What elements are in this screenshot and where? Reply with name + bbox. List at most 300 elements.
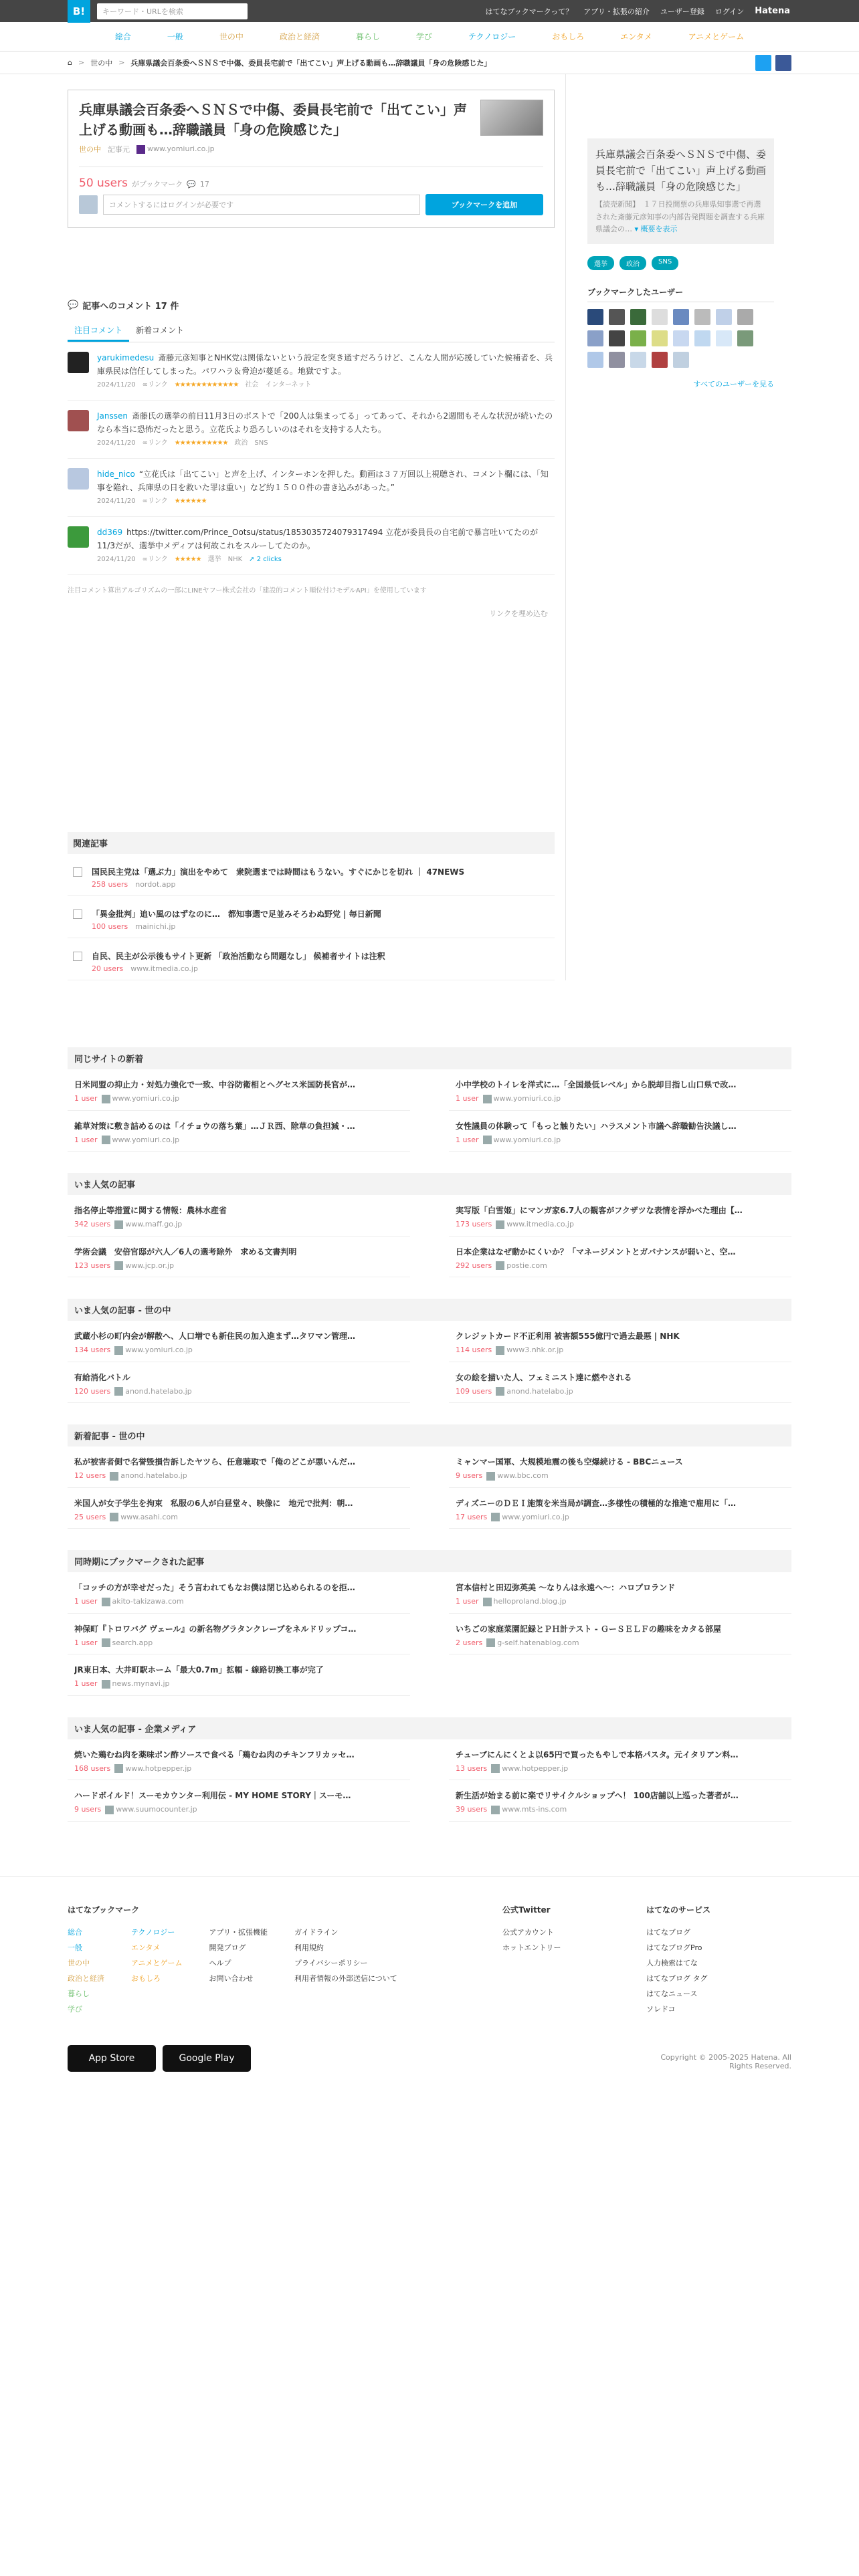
article-grid <box>68 1572 791 1696</box>
article-users[interactable]: 9 users <box>456 1471 483 1481</box>
footer-link[interactable]: エンタメ <box>131 1943 161 1952</box>
add-bookmark-button[interactable]: ブックマークを追加 <box>425 194 543 215</box>
category-link[interactable]: エンタメ <box>620 32 652 41</box>
user-icon[interactable] <box>694 309 710 325</box>
footer-link[interactable]: お問い合わせ <box>209 1974 254 1983</box>
comment-row <box>79 194 543 227</box>
breadcrumb: ⌂ > 世の中 > 兵庫県議会百条委へＳＮＳで中傷、委員長宅前で「出てこい」声上げる動画も…辞職議員「身の危険感じた」 <box>0 51 859 74</box>
article-item[interactable] <box>68 1237 410 1278</box>
article-sub <box>74 1764 403 1774</box>
footer-link-col <box>131 1925 182 2018</box>
block-heading: いま人気の記事 - 世の中 <box>68 1299 791 1321</box>
article-grid <box>68 1739 791 1822</box>
article-title[interactable]: 雑草対策に敷き詰めるのは「イチョウの落ち葉」…ＪＲ西、除草の負担減・… <box>74 1121 355 1131</box>
site-favicon <box>491 1764 500 1773</box>
users-count[interactable]: 50 users <box>79 177 128 190</box>
comment-list <box>68 342 555 575</box>
article-item[interactable] <box>449 1654 791 1696</box>
article-item[interactable] <box>68 1111 410 1152</box>
user-icon[interactable] <box>716 309 732 325</box>
comment-meta <box>97 438 555 449</box>
related-item[interactable] <box>68 896 555 938</box>
category-link[interactable]: おもしろ <box>552 32 585 41</box>
left-column <box>68 74 555 980</box>
article-title[interactable]: 実写版「白雪姫」にマンガ家6.7人の観客がフクザツな表情を浮かべた理由【… <box>456 1206 743 1216</box>
related-title[interactable]: 国民民主党は「選ぶ力」演出をやめて 衆院選までは時間はもうない。すぐにかじを切れ ｜ 47NEWS <box>92 867 465 877</box>
app-store-badge[interactable]: App Store <box>68 2045 156 2072</box>
bookmark-users-heading: ブックマークしたユーザー <box>587 286 774 302</box>
entry-box <box>68 90 555 228</box>
site-favicon <box>483 1136 492 1144</box>
star-rating[interactable]: ★★★★★★ <box>174 497 207 505</box>
footer-link[interactable]: はてなブログPro <box>646 1943 702 1952</box>
article-title[interactable]: 小中学校のトイレを洋式に…「全国最低レベル」から脱却目指し山口県で改… <box>456 1080 737 1090</box>
article-block <box>68 1717 791 1822</box>
article-grid <box>68 1069 791 1152</box>
article-domain[interactable]: www.hotpepper.jp <box>125 1763 192 1773</box>
article-sub <box>74 1136 403 1145</box>
article-users[interactable]: 120 users <box>74 1386 111 1396</box>
article-domain[interactable]: g-self.hatenablog.com <box>497 1638 579 1647</box>
user-icon[interactable] <box>609 330 625 346</box>
category-nav <box>0 22 859 51</box>
click-count[interactable]: ➚ 2 clicks <box>242 555 282 563</box>
star-rating[interactable]: ★★★★★★★★★★ <box>174 439 228 447</box>
comment-meta <box>97 554 555 566</box>
user-icon[interactable] <box>609 352 625 368</box>
expand-summary[interactable]: ▾ 概要を表示 <box>634 225 678 234</box>
article-users[interactable]: 292 users <box>456 1261 492 1270</box>
user-icon[interactable] <box>652 352 668 368</box>
comment-tags[interactable]: 選挙 NHK <box>201 555 243 563</box>
related-body <box>92 908 381 932</box>
comment-date[interactable]: 2024/11/20 <box>97 381 136 389</box>
article-sub <box>74 1261 403 1271</box>
footer-link[interactable]: テクノロジー <box>131 1927 175 1937</box>
users-row <box>79 167 543 194</box>
article-item[interactable] <box>68 1446 410 1488</box>
related-sub <box>92 879 464 889</box>
article-users[interactable]: 25 users <box>74 1512 106 1521</box>
article-users[interactable]: 168 users <box>74 1763 111 1773</box>
twitter-share-icon[interactable] <box>755 55 771 71</box>
comment-tags[interactable]: 政治 SNS <box>227 439 268 447</box>
footer-link-col <box>209 1925 268 2018</box>
comment-user[interactable]: hide_nico <box>97 469 135 479</box>
app-badges <box>68 2045 502 2072</box>
article-item[interactable] <box>68 1362 410 1404</box>
article-title[interactable]: 焼いた鶏むね肉を薬味ポン酢ソースで食べる「鶏むね肉のチキンフリカッセ… <box>74 1749 355 1759</box>
comment-body <box>97 352 555 391</box>
embed-link[interactable]: リンクを埋め込む <box>489 609 548 619</box>
entry-title[interactable]: 兵庫県議会百条委へＳＮＳで中傷、委員長宅前で「出てこい」声上げる動画も…辞職議員「身の危険感じた」 <box>79 102 467 138</box>
article-sub <box>456 1346 785 1355</box>
comment-item <box>68 401 555 459</box>
user-icon[interactable] <box>652 330 668 346</box>
article-users[interactable]: 13 users <box>456 1763 488 1773</box>
article-title[interactable]: 指名停止等措置に関する情報：農林水産省 <box>74 1206 227 1216</box>
article-item[interactable] <box>68 1780 410 1822</box>
article-title[interactable]: 宮本信村と田辺弥英美 〜なりんは永遠へ〜：ハロプロランド <box>456 1583 676 1593</box>
article-domain[interactable]: www.yomiuri.co.jp <box>112 1135 180 1144</box>
article-item[interactable] <box>449 1739 791 1781</box>
footer-twitter-col: 公式Twitter 公式アカウント ホットエントリー <box>502 1904 646 2072</box>
footer-link[interactable]: はてなニュース <box>646 1990 698 1999</box>
article-item[interactable] <box>449 1614 791 1655</box>
article-block <box>68 1047 791 1152</box>
article-sub <box>456 1597 785 1606</box>
user-icon[interactable] <box>652 309 668 325</box>
article-users[interactable]: 9 users <box>74 1805 102 1814</box>
user-icon[interactable] <box>609 309 625 325</box>
footer-link[interactable]: 世の中 <box>68 1959 90 1968</box>
top-link[interactable]: ユーザー登録 <box>660 7 704 16</box>
related-users[interactable]: 20 users <box>92 964 124 974</box>
footer-link-col <box>294 1925 397 2018</box>
article-item[interactable] <box>449 1195 791 1237</box>
site-favicon <box>114 1261 123 1270</box>
site-favicon <box>114 1220 123 1229</box>
user-icon[interactable] <box>630 330 646 346</box>
user-avatar[interactable] <box>68 468 89 490</box>
copyright: Copyright © 2005-2025 Hatena. All Rights Reserved. <box>660 2053 791 2071</box>
footer-link[interactable]: 開発ブログ <box>209 1943 246 1952</box>
tag-pill[interactable]: 政治 <box>619 256 646 270</box>
article-title[interactable]: 女性議員の体験って「もっと触りたい」ハラスメント市議へ辞職勧告決議し… <box>456 1121 737 1131</box>
footer-link[interactable]: 学び <box>68 2005 82 2014</box>
footer-link[interactable]: アプリ・拡張機能 <box>209 1927 268 1937</box>
breadcrumb-category[interactable]: 世の中 <box>90 58 113 68</box>
comment-date[interactable]: 2024/11/20 <box>97 497 136 505</box>
comment-text: 斎藤元彦知事とNHK党は関係ないという設定を突き通すだろうけど、こんな人間が応援していた候補者を、兵庫県民は信任してしまった。パワハラ＆脅迫が蔓延る。地獄ですよ。 <box>97 353 553 376</box>
article-title[interactable]: JR東日本、大井町駅ホーム「最大0.7m」拡幅 - 線路切換工事が完了 <box>74 1665 324 1675</box>
article-title[interactable]: チューブにんにくとよ以65円で買ったもやしで本格パスタ。元イタリアン料… <box>456 1749 739 1759</box>
article-title[interactable]: 米国人が女子学生を拘束 私服の6人が白昼堂々、映像に 地元で批判：朝… <box>74 1498 353 1508</box>
footer-link[interactable]: 暮らし <box>68 1990 90 1999</box>
article-sub <box>74 1346 403 1355</box>
user-avatar[interactable] <box>68 352 89 373</box>
footer <box>0 1876 859 2072</box>
footer-link[interactable]: はてなブログ <box>646 1927 690 1937</box>
article-title[interactable]: 日米同盟の抑止力・対処力強化で一致、中谷防衛相とヘグセス米国防長官が… <box>74 1080 356 1090</box>
site-favicon <box>491 1513 500 1521</box>
top-link[interactable]: アプリ・拡張の紹介 <box>583 7 650 16</box>
article-sub <box>456 1261 785 1271</box>
article-title[interactable]: 神保町『トロワバグ ヴェール』の新名物グラタンクレープをネルドリップコ… <box>74 1624 357 1634</box>
article-sub <box>456 1764 785 1774</box>
article-item[interactable] <box>449 1362 791 1404</box>
article-title[interactable]: 武蔵小杉の町内会が解散へ、人口増でも新住民の加入進まず…タワマン管理… <box>74 1331 356 1341</box>
article-domain[interactable]: www.bbc.com <box>497 1471 549 1481</box>
article-domain[interactable]: www.yomiuri.co.jp <box>112 1094 180 1103</box>
related-sub <box>92 921 381 932</box>
article-users[interactable]: 123 users <box>74 1261 111 1270</box>
article-sub <box>74 1597 403 1606</box>
footer-link[interactable]: ガイドライン <box>294 1927 339 1937</box>
comment-user[interactable]: yarukimedesu <box>97 353 155 362</box>
category-link[interactable]: 暮らし <box>355 32 380 41</box>
article-domain[interactable]: www.yomiuri.co.jp <box>125 1346 193 1355</box>
article-users[interactable]: 173 users <box>456 1220 492 1229</box>
article-users[interactable]: 1 user <box>74 1135 98 1144</box>
article-users[interactable]: 17 users <box>456 1512 488 1521</box>
article-grid <box>68 1195 791 1277</box>
footer-link[interactable]: 公式アカウント <box>502 1927 554 1937</box>
article-domain[interactable]: www.yomiuri.co.jp <box>502 1512 569 1521</box>
article-domain[interactable]: news.mynavi.jp <box>112 1679 170 1689</box>
site-favicon <box>110 1472 118 1481</box>
home-icon[interactable]: ⌂ <box>68 58 72 67</box>
site-favicon <box>496 1346 504 1355</box>
tab-popular[interactable]: 注目コメント <box>68 320 129 342</box>
star-rating[interactable]: ★★★★★★★★★★★★ <box>174 381 239 389</box>
article-users[interactable]: 109 users <box>456 1386 492 1396</box>
article-sub <box>456 1094 785 1103</box>
article-users[interactable]: 1 user <box>456 1135 479 1144</box>
users-suffix: がブックマーク <box>131 180 183 189</box>
footer-link[interactable]: ホットエントリー <box>502 1943 561 1952</box>
user-avatar[interactable] <box>68 410 89 431</box>
article-domain[interactable]: www.hotpepper.jp <box>502 1763 569 1773</box>
site-favicon <box>114 1387 123 1396</box>
user-icon[interactable] <box>587 309 603 325</box>
sidebar-description: 【読売新聞】 １７日投開票の兵庫県知事選で再選された斎藤元彦知事の内部告発問題を調査する兵庫県議会の… ▾ 概要を表示 <box>595 200 765 234</box>
site-favicon <box>496 1220 504 1229</box>
related-item[interactable] <box>68 854 555 896</box>
user-icon[interactable] <box>630 309 646 325</box>
comment-body <box>97 468 555 507</box>
article-sub <box>74 1220 403 1229</box>
tag-pill[interactable]: SNS <box>652 256 678 270</box>
all-users-link[interactable]: すべてのユーザーを見る <box>693 380 774 389</box>
google-play-badge[interactable]: Google Play <box>163 2045 251 2072</box>
article-users[interactable]: 1 user <box>74 1094 98 1103</box>
article-item[interactable] <box>449 1237 791 1278</box>
article-item[interactable] <box>449 1446 791 1488</box>
article-users[interactable]: 1 user <box>74 1638 98 1647</box>
article-domain[interactable]: search.app <box>112 1638 153 1647</box>
article-users[interactable]: 1 user <box>456 1597 479 1606</box>
footer-link[interactable]: 総合 <box>68 1927 82 1937</box>
article-sub <box>456 1387 785 1396</box>
comments-heading: 💬 記事へのコメント 17 件 <box>68 300 179 312</box>
block-heading: 同時期にブックマークされた記事 <box>68 1550 791 1572</box>
article-title[interactable]: ディズニーのＤＥＩ施策を米当局が調査…多様性の積極的な推進で雇用に「… <box>456 1498 737 1508</box>
related-domain[interactable]: www.itmedia.co.jp <box>123 964 198 974</box>
related-domain[interactable]: nordot.app <box>128 880 176 889</box>
site-favicon <box>102 1680 110 1689</box>
star-rating[interactable]: ★★★★★ <box>174 555 201 563</box>
tag-pill[interactable]: 選挙 <box>587 256 614 270</box>
article-users[interactable]: 342 users <box>74 1220 111 1229</box>
related-list <box>68 854 555 980</box>
article-title[interactable]: いちごの家庭菜園記録とＰＨ計テスト - ＧーＳＥＬＦの趣味をカタる部屋 <box>456 1624 721 1634</box>
related-users[interactable]: 100 users <box>92 922 128 932</box>
footer-link[interactable]: ヘルプ <box>209 1959 231 1968</box>
facebook-share-icon[interactable] <box>775 55 791 71</box>
article-domain[interactable]: akito-takizawa.com <box>112 1597 184 1606</box>
article-domain[interactable]: www.yomiuri.co.jp <box>493 1094 561 1103</box>
article-item[interactable] <box>68 1069 410 1111</box>
related-domain[interactable]: mainichi.jp <box>128 922 176 932</box>
article-item[interactable] <box>68 1572 410 1614</box>
yomiuri-favicon <box>136 145 145 154</box>
article-domain[interactable]: anond.hatelabo.jp <box>506 1386 573 1396</box>
article-domain[interactable]: anond.hatelabo.jp <box>125 1386 192 1396</box>
user-icon[interactable] <box>737 330 753 346</box>
footer-bookmark-col <box>68 1904 502 2072</box>
category-link[interactable]: 世の中 <box>219 32 244 41</box>
footer-link-col <box>68 1925 104 2018</box>
article-title[interactable]: ハードボイルド！スーモカウンター利用伝 - MY HOME STORY｜スーモ… <box>74 1791 351 1801</box>
article-title[interactable]: 有給消化バトル <box>74 1372 130 1382</box>
article-sub <box>456 1513 785 1522</box>
user-icon[interactable] <box>587 330 603 346</box>
hatena-logo[interactable]: Hatena <box>755 6 790 16</box>
site-favicon <box>73 867 82 877</box>
comment-tags[interactable]: 社会 インターネット <box>238 381 312 389</box>
article-users[interactable]: 114 users <box>456 1346 492 1355</box>
footer-link[interactable]: 政治と経済 <box>68 1974 104 1983</box>
comment-user[interactable]: dd369 <box>97 528 123 538</box>
article-domain[interactable]: www.suumocounter.jp <box>116 1805 197 1814</box>
article-users[interactable]: 2 users <box>456 1638 483 1647</box>
footer-link[interactable]: はてなブログ タグ <box>646 1974 708 1983</box>
category-link[interactable]: アニメとゲーム <box>688 32 745 41</box>
article-domain[interactable]: www.mts-ins.com <box>502 1805 567 1814</box>
article-domain[interactable]: helloproland.blog.jp <box>493 1597 567 1606</box>
top-link[interactable]: ログイン <box>714 7 745 16</box>
footer-link[interactable]: おもしろ <box>131 1974 161 1983</box>
article-title[interactable]: クレジットカード不正利用 被害額555億円で過去最悪 | NHK <box>456 1331 680 1341</box>
comment-text: 斎藤氏の選挙の前日11月3日のポストで「200人は集まってる」ってあって、それから2週間もそんな状況が続いたのなら本当に恐怖だったと思う。立花氏より恐ろしいのはそれを支持する人たち。 <box>97 411 553 434</box>
article-item[interactable] <box>68 1654 410 1696</box>
block-heading: 新着記事 - 世の中 <box>68 1424 791 1446</box>
article-item[interactable] <box>449 1321 791 1362</box>
category-link[interactable]: テクノロジー <box>468 32 516 41</box>
category-link[interactable]: 総合 <box>114 32 131 41</box>
tab-new[interactable]: 新着コメント <box>136 326 185 335</box>
related-title[interactable]: 自民、民主が公示後もサイト更新 「政治活動なら問題なし」 候補者サイトは注釈 <box>92 952 385 962</box>
related-body <box>92 866 464 889</box>
article-item[interactable] <box>68 1195 410 1237</box>
entry-thumbnail[interactable] <box>480 100 543 136</box>
category-link[interactable]: 政治と経済 <box>279 32 320 41</box>
article-title[interactable]: 私が被害者側で名誉毀損告訴したヤツら、任意聴取で「俺のどこが悪いんだ… <box>74 1457 356 1467</box>
comment-user[interactable]: Janssen <box>97 411 128 421</box>
search-input[interactable]: キーワード・URLを検索 <box>97 3 248 19</box>
article-domain[interactable]: www.jcp.or.jp <box>125 1261 175 1270</box>
article-grid <box>68 1321 791 1403</box>
sidebar-title[interactable]: 兵庫県議会百条委へＳＮＳで中傷、委員長宅前で「出てこい」声上げる動画も…辞職議員「身の危険感じた」 <box>595 148 767 193</box>
related-body <box>92 950 385 974</box>
article-title[interactable]: 女の絵を描いた人、フェミニスト達に燃やされる <box>456 1372 632 1382</box>
article-item[interactable] <box>449 1488 791 1529</box>
comment-icon: 💬 <box>68 300 79 310</box>
article-title[interactable]: 「コッチの方が幸せだった」そう言われてもなお僕は閉じ込められるのを拒… <box>74 1583 355 1593</box>
article-users[interactable]: 39 users <box>456 1805 488 1814</box>
footer-link[interactable]: 一般 <box>68 1943 82 1952</box>
article-users[interactable]: 12 users <box>74 1471 106 1481</box>
article-users[interactable]: 1 user <box>74 1597 98 1606</box>
user-icon[interactable] <box>587 352 603 368</box>
article-users[interactable]: 1 user <box>74 1679 98 1689</box>
user-icon[interactable] <box>673 330 689 346</box>
top-link[interactable]: はてなブックマークって？ <box>485 7 573 16</box>
footer-link[interactable]: プライバシーポリシー <box>294 1959 368 1968</box>
article-item[interactable] <box>68 1739 410 1781</box>
related-item[interactable] <box>68 938 555 980</box>
article-sub <box>74 1387 403 1396</box>
comment-date[interactable]: 2024/11/20 <box>97 555 136 563</box>
related-title[interactable]: 「異金批判」追い風のはずなのに… 都知事選で足並みそろわぬ野党 | 毎日新聞 <box>92 909 381 920</box>
article-title[interactable]: 日本企業はなぜ動かにくいか？「マネージメントとガバナンスが弱いと、空… <box>456 1247 736 1257</box>
footer-link[interactable]: 人力検索はてな <box>646 1959 698 1968</box>
article-domain[interactable]: www.maff.go.jp <box>125 1220 183 1229</box>
user-icon[interactable] <box>737 309 753 325</box>
footer-services-col: はてなのサービス はてなブログ はてなブログPro 人力検索はてな はてなブログ タグ はてなニュース ソレドコ Copyright © 2005-2025 Hatena. All Rights Reserved. <box>646 1905 791 2071</box>
entry-domain[interactable]: www.yomiuri.co.jp <box>136 144 215 154</box>
comment-text: “立花氏は「出てこい」と声を上げ、インターホンを押した。動画は３７万回以上視聴され、コメント欄には、「知事を陥れ、兵庫県の日を救いた罪は重い」など約１５００件の書き込みがあった。” <box>97 469 549 492</box>
tag-list <box>587 256 774 270</box>
user-avatar[interactable] <box>68 526 89 548</box>
article-title[interactable]: 学術会議 安倍官邸が六人／6人の選考除外 求める文書判明 <box>74 1247 297 1257</box>
article-item[interactable] <box>449 1111 791 1152</box>
article-users[interactable]: 1 user <box>456 1094 479 1103</box>
footer-link[interactable]: 利用規約 <box>294 1943 324 1952</box>
user-icon[interactable] <box>694 330 710 346</box>
article-item[interactable] <box>449 1069 791 1111</box>
article-title[interactable]: 新生活が始まる前に楽でリサイクルショップへ！ 100店舗以上巡った著者が… <box>456 1791 739 1801</box>
category-link[interactable]: 一般 <box>167 32 183 41</box>
comment-date[interactable]: 2024/11/20 <box>97 439 136 447</box>
article-domain[interactable]: www.itmedia.co.jp <box>506 1220 574 1229</box>
entry-category[interactable]: 世の中 <box>79 145 101 154</box>
user-icon[interactable] <box>716 330 732 346</box>
footer-link[interactable]: ソレドコ <box>646 2005 676 2014</box>
article-block <box>68 1299 791 1403</box>
comments-count: 17 <box>199 180 209 189</box>
comment-item <box>68 342 555 401</box>
article-domain[interactable]: www.yomiuri.co.jp <box>493 1135 561 1144</box>
category-link[interactable]: 学び <box>415 32 432 41</box>
footer-link[interactable]: 利用者情報の外部送信について <box>294 1974 397 1983</box>
user-icon[interactable] <box>673 309 689 325</box>
article-domain[interactable]: anond.hatelabo.jp <box>120 1471 187 1481</box>
site-favicon <box>114 1346 123 1355</box>
article-domain[interactable]: www3.nhk.or.jp <box>506 1346 564 1355</box>
article-domain[interactable]: postie.com <box>506 1261 547 1270</box>
article-title[interactable]: ミャンマー国軍、大規模地震の後も空爆続ける - BBCニュース <box>456 1457 683 1467</box>
comment-meta <box>97 496 555 508</box>
article-item[interactable] <box>68 1488 410 1529</box>
footer-link[interactable]: アニメとゲーム <box>131 1959 183 1968</box>
site-favicon <box>483 1095 492 1103</box>
article-users[interactable]: 134 users <box>74 1346 111 1355</box>
article-domain[interactable]: www.asahi.com <box>120 1512 178 1521</box>
article-item[interactable] <box>68 1321 410 1362</box>
article-item[interactable] <box>449 1780 791 1822</box>
hatena-bookmark-logo[interactable]: B! <box>68 0 90 23</box>
user-icon[interactable] <box>630 352 646 368</box>
site-favicon <box>110 1513 118 1521</box>
article-item[interactable] <box>449 1572 791 1614</box>
site-favicon <box>496 1261 504 1270</box>
related-users[interactable]: 258 users <box>92 880 128 889</box>
user-icon[interactable] <box>673 352 689 368</box>
comment-input[interactable]: コメントするにはログインが必要です <box>103 195 420 215</box>
article-item[interactable] <box>68 1614 410 1655</box>
